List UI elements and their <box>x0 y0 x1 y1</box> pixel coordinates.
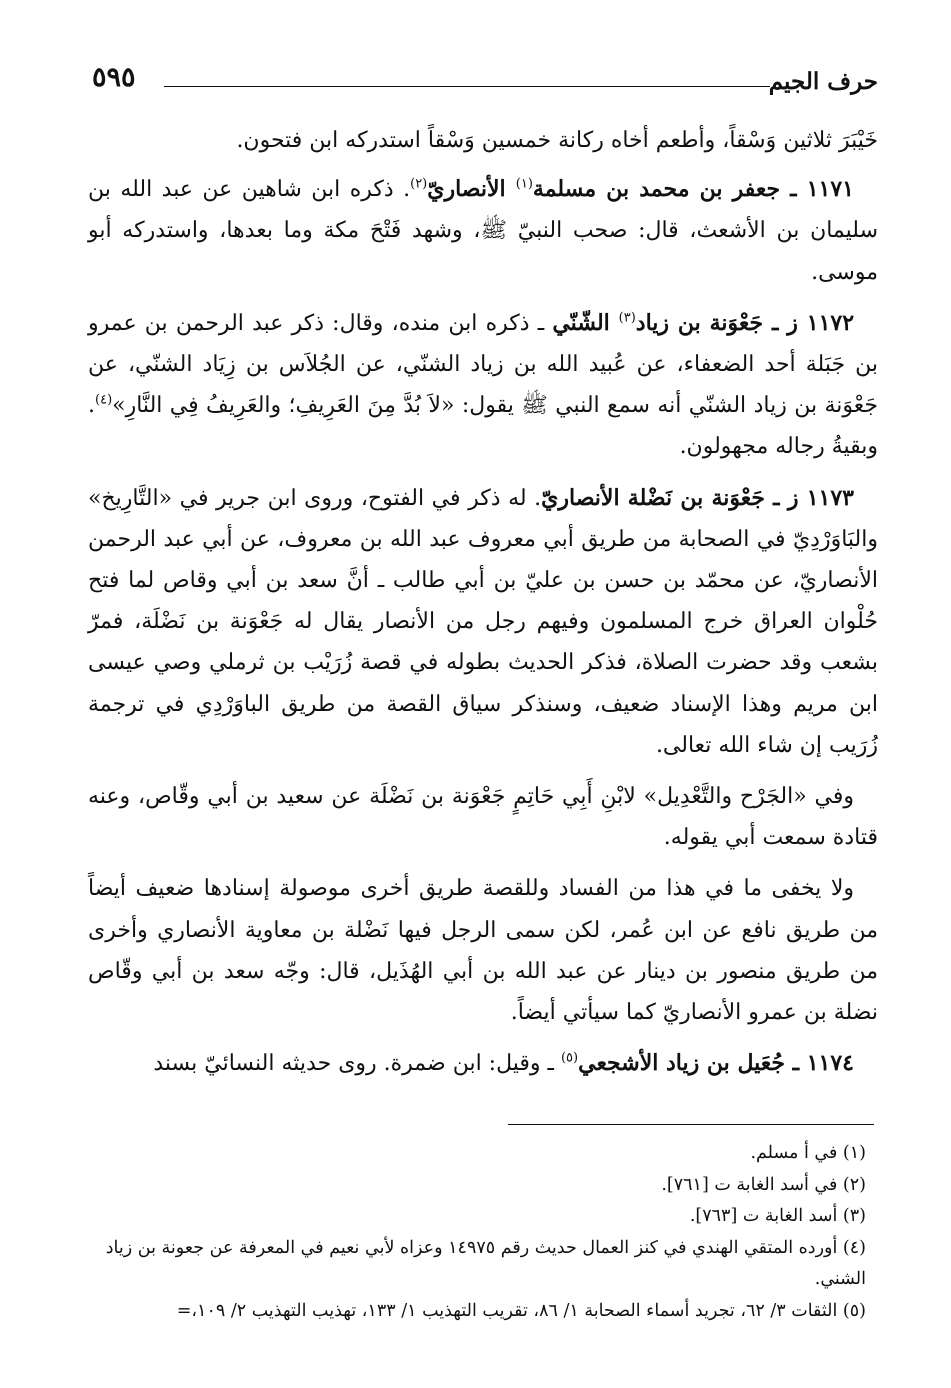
entry-1171-title-b: الأنصاريّ <box>427 176 516 203</box>
entry-1174-title: ١١٧٤ ـ جُعَيل بن زياد الأشجعي <box>578 1050 854 1077</box>
entry-1172 <box>88 303 878 468</box>
footnote-5: (٥) الثقات ٣/ ٦٢، تجريد أسماء الصحابة ١/ ٨٦، تقريب التهذيب ١/ ١٣٣، تهذيب التهذيب ٢/ ١٠٩،= <box>176 1300 866 1321</box>
entry-1172-text: ـ ذكره ابن منده، وقال: ذكر عبد الرحمن بن عمرو بن جَبَلة أحد الضعفاء، عن عُبيد الله بن زياد الشنّي، عن الجُلاَس بن زِيَاد الشنّي، عن جَعْوَنة بن زياد الشنّي أنه سمع النبي ﷺ يقول: «لاَ بُدَّ مِنَ العَرِيفِ؛ والعَرِيفُ فِي النَّارِ» <box>88 310 878 419</box>
paragraph-jarh: وفي «الجَرْح والتَّعْدِيل» لابْنِ أَبِي حَاتِمٍ جَعْوَنة بن نَضْلَة عن سعيد بن أبي وقّاص، وعنه قتادة سمعت أبي يقوله. <box>88 784 878 851</box>
page-number: ٥٩٥ <box>92 62 136 93</box>
entry-1173 <box>88 478 878 766</box>
entry-1172-text-end: . وبقيةُ رجاله مجهولون. <box>88 393 878 460</box>
entry-1173-title: ١١٧٣ ز ـ جَعْوَنة بن نَضْلة الأنصاريّ <box>541 484 854 511</box>
intro-line: خَيْبَرَ ثلاثين وَسْقاً، وأطعم أخاه ركانة خمسين وَسْقاً استدركه ابن فتحون. <box>236 128 878 153</box>
header-rule <box>164 86 770 87</box>
footnote-ref: (٢) <box>410 176 428 192</box>
chapter-title: حرف الجيم <box>768 68 878 95</box>
entry-1171 <box>88 169 878 293</box>
entry-1172-title-b: الشّنّي <box>552 309 619 336</box>
entry-1174-text: ـ وقيل: ابن ضمرة. روى حديثه النسائيّ بسند <box>153 1051 561 1077</box>
page-header <box>92 62 878 102</box>
footnote-1: (١) في أ مسلم. <box>750 1143 866 1163</box>
entry-1172-title: ١١٧٢ ز ـ جَعْوَنة بن زياد <box>635 309 855 336</box>
paragraph-khafa: ولا يخفى ما في هذا من الفساد وللقصة طريق أخرى موصولة إسنادها ضعيف أيضاً من طريق نافع عن ابن عُمر، لكن سمى الرجل فيها نَضْلة بن معاوية الأنصاري وأخرى من طريق منصور بن دينار عن عبد الله بن أبي الهُذَيل، قال: وجّه سعد بن أبي وقّاص نضلة بن عمرو الأنصاريّ كما سيأتي أيضاً. <box>88 876 878 1026</box>
footnote-4: (٤) أورده المتقي الهندي في كنز العمال حديث رقم ١٤٩٧٥ وعزاه لأبي نعيم في المعرفة عن جعونة بن زياد الشني. <box>105 1237 866 1289</box>
entry-1173-text: . له ذكر في الفتوح، وروى ابن جرير في «التَّارِيخ» والبَاوَرْدِيّ في الصحابة من طريق أبي معروف عبد الله بن معروف، عن أبي عبد الرحمن الأنصاريّ، عن محمّد بن حسن بن عليّ بن أبي طالب ـ أنَّ سعد بن أبي وقاص لما فتح حُلْوان العراق خرج المسلمون وفيهم رجل من الأنصار يقال له جَعْوَنة بن نَضْلَة، فمرّ بشعب وقد حضرت الصلاة، فذكر الحديث بطوله في قصة زُرَيْب بن ثرملي وصي عيسى ابن مريم وهذا الإسناد ضعيف، وسنذكر سياق القصة من طريق الباوَرْدِي في ترجمة زُرَيب إن شاء الله تعالى. <box>88 485 878 758</box>
entry-1171-title: ١١٧١ ـ جعفر بن محمد بن مسلمة <box>532 176 854 203</box>
footnote-3: (٣) أسد الغابة ت [٧٦٣]. <box>689 1206 866 1226</box>
footnote-ref: (٣) <box>618 310 636 326</box>
footnote-ref: (٥) <box>560 1050 579 1066</box>
footnote-ref: (١) <box>515 176 533 192</box>
main-text <box>88 120 878 1094</box>
footnote-2: (٢) في أسد الغابة ت [٧٦١]. <box>661 1174 866 1195</box>
footnote-ref: (٤) <box>95 392 113 408</box>
footnotes <box>76 1138 866 1327</box>
footnote-rule <box>508 1124 874 1125</box>
entry-1171-text: . ذكره ابن شاهين عن عبد الله بن سليمان بن الأشعث، قال: صحب النبيّ ﷺ، وشهد فَتْحَ مكة وما بعدها، واستدركه أبو موسى. <box>88 177 878 285</box>
entry-1174 <box>88 1043 878 1084</box>
